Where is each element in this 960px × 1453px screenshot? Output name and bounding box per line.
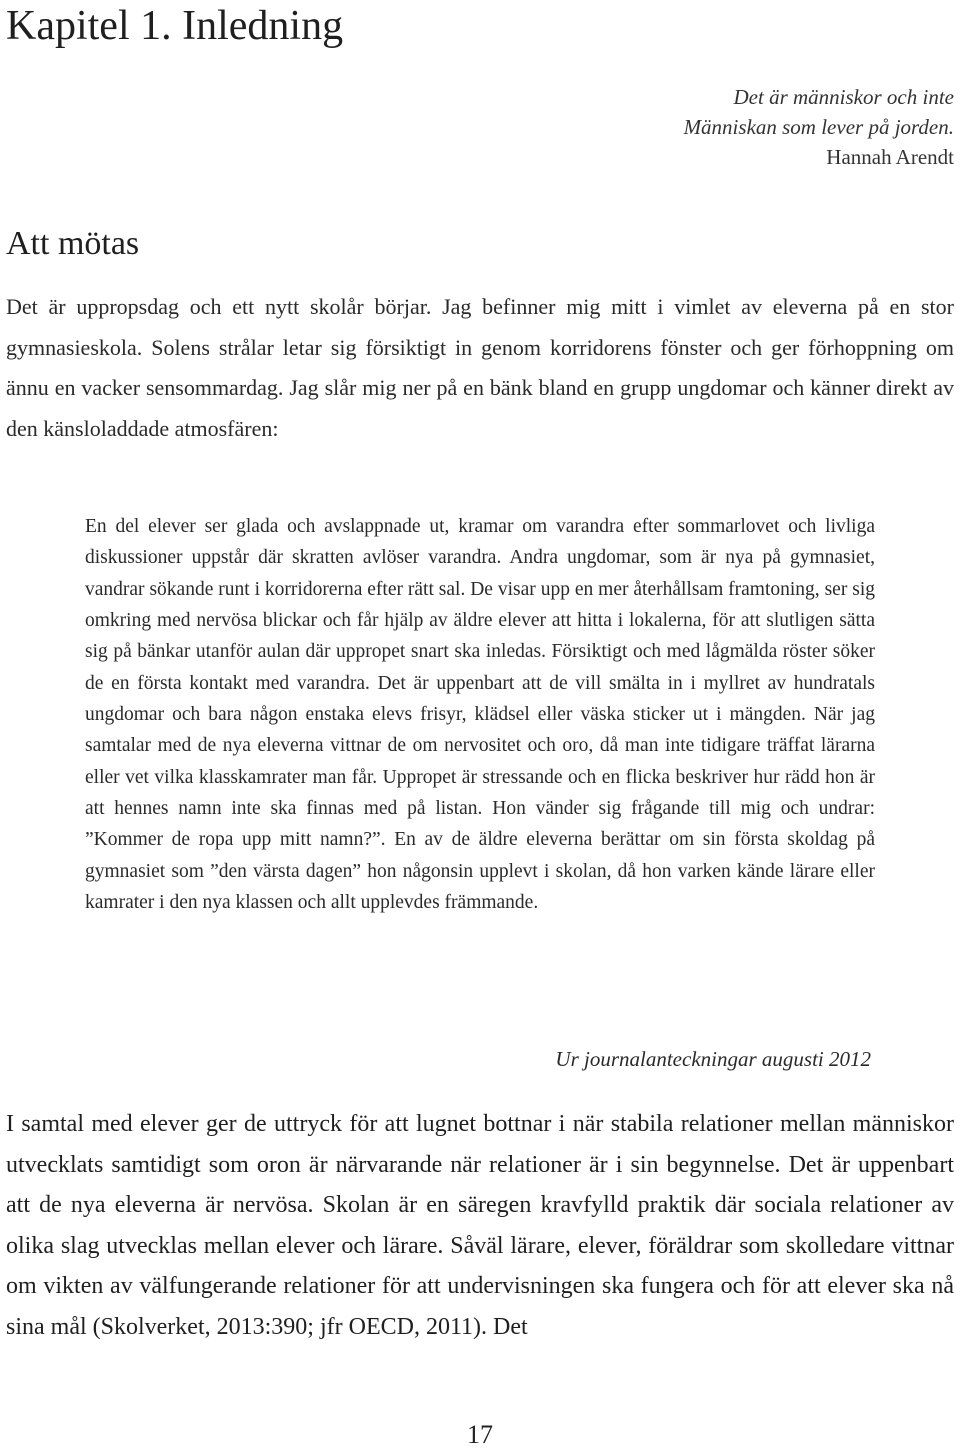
epigraph-author: Hannah Arendt [826,145,954,169]
journal-source: Ur journalanteckningar augusti 2012 [555,1047,871,1071]
journal-quote: En del elever ser glada och avslappnade ut, kramar om varandra efter sommarlovet och livliga diskussioner uppstår där skratten avlöser varandra. Andra ungdomar, som är nya på gymnasiet, vandrar sökande runt i korridorerna efter rätt sal. De visar upp en mer återhållsam framtoning, ser sig omkring med nervösa blickar och får hjälp av äldre elever att hitta i lokalerna, för att slutligen sätta sig på bänkar utanför aulan där uppropet snart ska inledas. Försiktigt och med lågmälda röster söker de en första kontakt med varandra. Det är uppenbart att de vill smälta in i myllret av hundratals ungdomar och bara någon enstaka elevs frisyr, klädsel eller väska sticker ut i mängden. När jag samtalar med de nya eleverna vittnar de om nervositet och oro, då man inte tidigare träffat lärarna eller vet vilka klasskamrater man får. Uppropet är stressande och en flicka beskriver hur rädd hon är att hennes namn inte ska finnas med på listan. Hon vänder sig frågande till mig och undrar: ”Kommer de ropa upp mitt namn?”. En av de äldre eleverna berättar om sin första skoldag på gymnasiet som ”den värsta dagen” hon någonsin upplevt i skolan, då hon varken kände lärare eller kamrater i den nya klassen och allt upplevdes främmande. [85,516,875,914]
section-title: Att mötas [6,225,140,262]
body-paragraph: I samtal med elever ger de uttryck för att lugnet bottnar i när stabila relationer mellan människor utvecklats samtidigt som oron är närvarande när relationer är i sin begynnelse. Det är uppenbart att de nya eleverna är nervösa. Skolan är en säregen kravfylld praktik där sociala relationer av olika slag utvecklas mellan elever och lärare. Såväl lärare, elever, föräldrar som skolledare vittnar om vikten av välfungerande relationer för att undervisningen ska fungera och för att elever ska nå sina mål (Skolverket, 2013:390; jfr OECD, 2011). Det [6,1111,954,1340]
page-number: 17 [467,1420,493,1449]
epigraph [684,82,954,172]
chapter-title: Kapitel 1. Inledning [6,3,344,49]
intro-paragraph: Det är uppropsdag och ett nytt skolår börjar. Jag befinner mig mitt i vimlet av eleverna på en stor gymnasieskola. Solens strålar letar sig försiktigt in genom korridorens fönster och ger förhoppning om ännu en vacker sensommardag. Jag slår mig ner på en bänk bland en grupp ungdomar och känner direkt av den känsloladdade atmosfären: [6,294,954,441]
epigraph-line: Människan som lever på jorden. [683,115,954,139]
epigraph-line: Det är människor och inte [733,85,954,109]
